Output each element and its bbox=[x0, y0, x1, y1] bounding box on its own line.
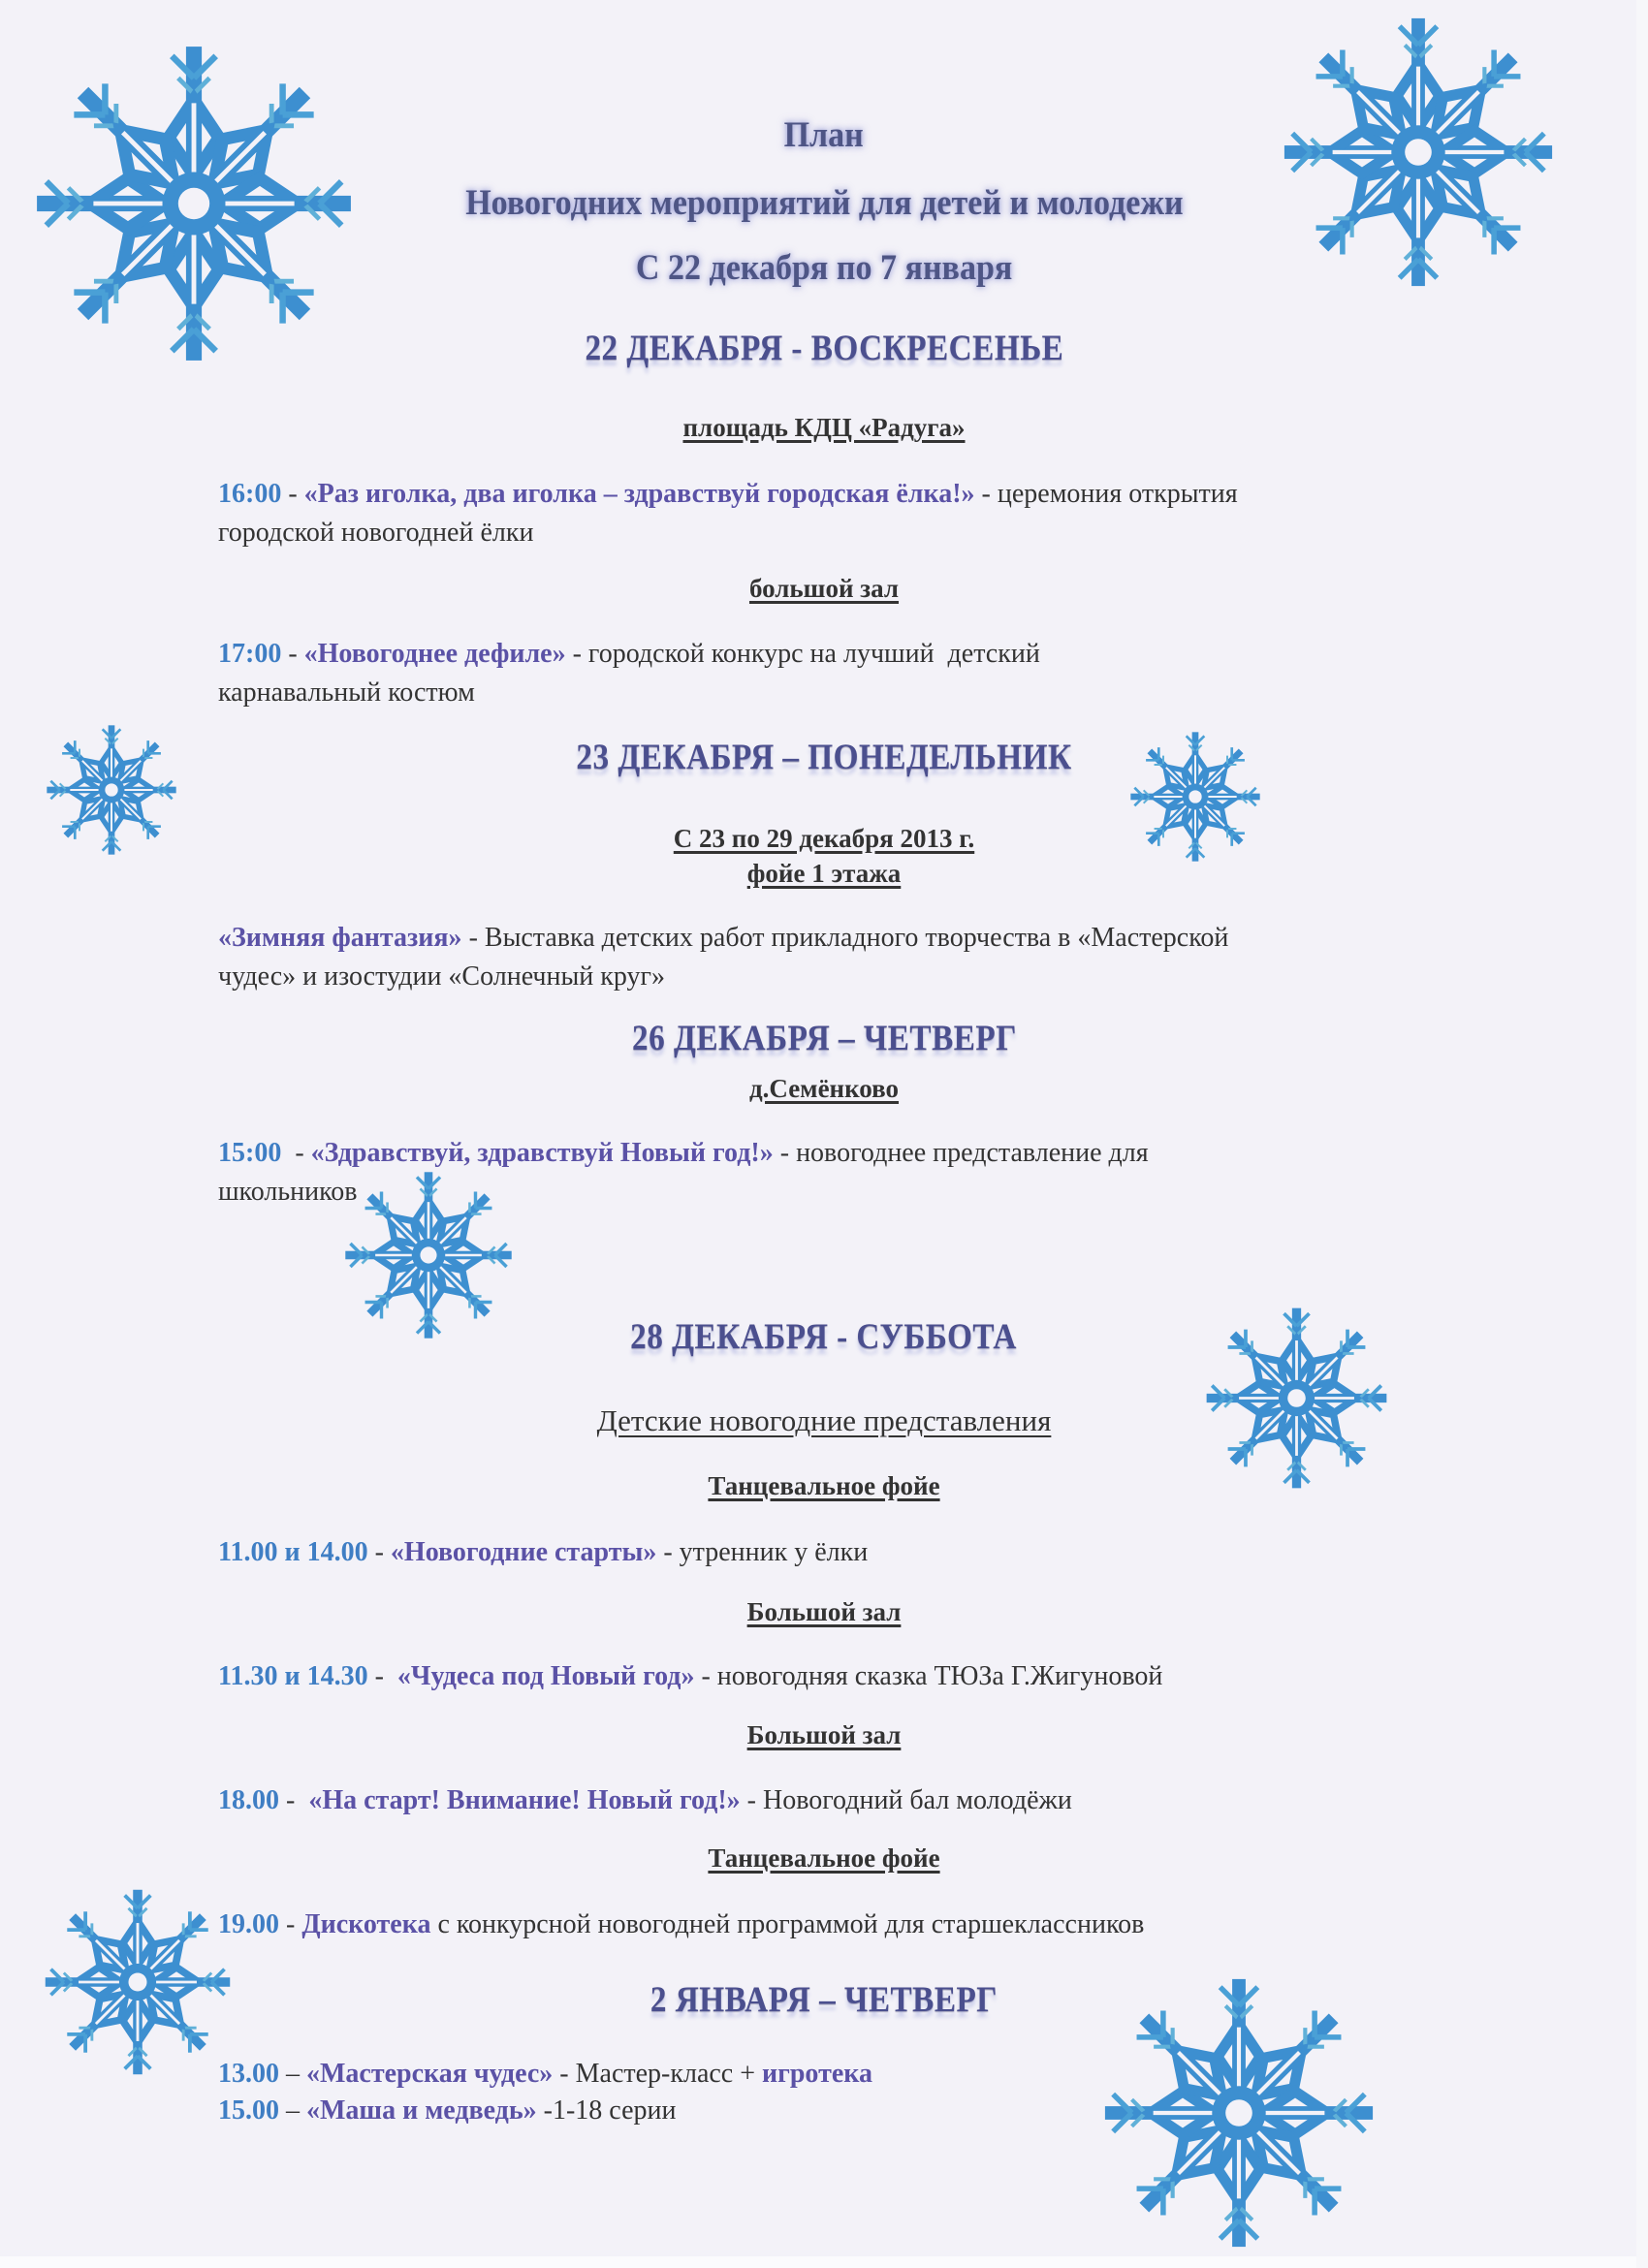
event-description: - новогоднее представление для bbox=[773, 1138, 1149, 1168]
event-name: «Здравствуй, здравствуй Новый год!» bbox=[310, 1138, 774, 1168]
location-heading bbox=[0, 1471, 1648, 1501]
event-item bbox=[218, 1906, 1478, 1944]
event-name: «Мастерская чудес» bbox=[306, 2059, 554, 2089]
event-time: 16:00 bbox=[218, 479, 282, 509]
event-description: - Новогодний бал молодёжи bbox=[740, 1785, 1072, 1815]
event-separator: - bbox=[281, 639, 304, 669]
event-name: «Новогодние старты» bbox=[390, 1537, 657, 1567]
location-text: фойе 1 этажа bbox=[746, 859, 902, 888]
location-text: большой зал bbox=[748, 574, 900, 603]
event-separator: - bbox=[367, 1537, 391, 1567]
location-heading bbox=[0, 1597, 1648, 1627]
event-item bbox=[218, 2092, 1478, 2130]
page-right-edge bbox=[1636, 0, 1648, 2268]
section-subtitle-text: Детские новогодние представления bbox=[596, 1403, 1052, 1437]
location-heading bbox=[0, 574, 1648, 604]
event-item bbox=[218, 1533, 1478, 1572]
plan-subtitle: Новогодних мероприятий для детей и молодежи bbox=[464, 183, 1184, 223]
period-text: С 23 по 29 декабря 2013 г. bbox=[673, 824, 975, 853]
event-name: «Новогоднее дефиле» bbox=[303, 639, 566, 669]
event-time: 19.00 bbox=[218, 1909, 279, 1939]
event-description-cont: карнавальный костюм bbox=[218, 677, 475, 708]
event-name: «Чудеса под Новый год» bbox=[396, 1661, 695, 1691]
event-item bbox=[218, 1781, 1478, 1820]
location-text: Большой зал bbox=[746, 1720, 902, 1749]
plan-title: План bbox=[783, 115, 865, 155]
event-name: «Зимняя фантазия» bbox=[218, 923, 462, 953]
event-name-extra: игротека bbox=[762, 2059, 872, 2089]
event-description: - церемония открытия bbox=[974, 479, 1238, 509]
location-heading bbox=[0, 859, 1648, 889]
event-name: «Маша и медведь» bbox=[306, 2095, 537, 2126]
event-item bbox=[218, 1657, 1478, 1696]
day-heading bbox=[0, 1316, 1648, 1358]
event-description: - Выставка детских работ прикладного творчества в «Мастерской bbox=[461, 923, 1229, 953]
section-subtitle bbox=[0, 1403, 1648, 1438]
event-item bbox=[218, 475, 1478, 552]
event-time: 15.00 bbox=[218, 2095, 279, 2126]
day-heading-text: 2 ЯНВАРЯ – ЧЕТВЕРГ bbox=[650, 1980, 998, 2020]
location-text: Танцевальное фойе bbox=[708, 1843, 940, 1873]
event-item bbox=[218, 2055, 1478, 2094]
day-heading bbox=[0, 737, 1648, 778]
location-text: Большой зал bbox=[746, 1597, 902, 1626]
period-heading bbox=[0, 824, 1648, 854]
event-description: - новогодняя сказка ТЮЗа Г.Жигуновой bbox=[694, 1661, 1163, 1691]
event-item bbox=[218, 1134, 1478, 1212]
event-separator: - bbox=[281, 479, 304, 509]
location-heading bbox=[0, 1720, 1648, 1750]
event-separator: - bbox=[367, 1661, 397, 1691]
event-description: - городской конкурс на лучший детский bbox=[565, 639, 1040, 669]
event-description: -1-18 серии bbox=[536, 2095, 677, 2126]
event-description-cont: школьников bbox=[218, 1177, 358, 1207]
event-description: - Мастер-класс + bbox=[553, 2059, 763, 2089]
location-heading bbox=[0, 1843, 1648, 1874]
day-heading bbox=[0, 1979, 1648, 2021]
event-time: 13.00 bbox=[218, 2059, 279, 2089]
day-heading-text: 26 ДЕКАБРЯ – ЧЕТВЕРГ bbox=[631, 1019, 1017, 1058]
page-bottom-edge bbox=[0, 2256, 1648, 2268]
event-time: 11.30 и 14.30 bbox=[218, 1661, 368, 1691]
header-line-2 bbox=[0, 182, 1648, 224]
header-line-3 bbox=[0, 247, 1648, 289]
event-separator: - bbox=[279, 1785, 309, 1815]
day-heading-text: 22 ДЕКАБРЯ - ВОСКРЕСЕНЬЕ bbox=[585, 329, 1063, 368]
event-separator: – bbox=[279, 2059, 306, 2089]
event-separator: - bbox=[281, 1138, 311, 1168]
event-time: 11.00 и 14.00 bbox=[218, 1537, 368, 1567]
day-heading-text: 28 ДЕКАБРЯ - СУББОТА bbox=[630, 1317, 1018, 1357]
event-description: с конкурсной новогодней программой для старшеклассников bbox=[430, 1909, 1145, 1939]
event-description: - утренник у ёлки bbox=[656, 1537, 869, 1567]
event-time: 15:00 bbox=[218, 1138, 282, 1168]
header-line-1 bbox=[0, 114, 1648, 156]
location-text: Танцевальное фойе bbox=[708, 1471, 940, 1500]
event-item bbox=[218, 635, 1478, 712]
event-item bbox=[218, 919, 1478, 996]
event-name: «На старт! Внимание! Новый год!» bbox=[308, 1785, 741, 1815]
event-separator: - bbox=[279, 1909, 302, 1939]
event-time: 18.00 bbox=[218, 1785, 279, 1815]
location-heading bbox=[0, 413, 1648, 443]
day-heading-text: 23 ДЕКАБРЯ – ПОНЕДЕЛЬНИК bbox=[576, 738, 1072, 777]
event-time: 17:00 bbox=[218, 639, 282, 669]
event-separator: – bbox=[279, 2095, 306, 2126]
event-description-cont: чудес» и изостудии «Солнечный круг» bbox=[218, 961, 666, 992]
event-name: Дискотека bbox=[301, 1909, 431, 1939]
event-name: «Раз иголка, два иголка – здравствуй городская ёлка!» bbox=[303, 479, 975, 509]
plan-date-range: С 22 декабря по 7 января bbox=[635, 248, 1013, 288]
location-text: д.Семёнково bbox=[748, 1074, 900, 1103]
location-heading bbox=[0, 1074, 1648, 1104]
location-text: площадь КДЦ «Радуга» bbox=[682, 413, 966, 442]
event-description-cont: городской новогодней ёлки bbox=[218, 518, 534, 548]
day-heading bbox=[0, 1018, 1648, 1059]
day-heading bbox=[0, 328, 1648, 369]
